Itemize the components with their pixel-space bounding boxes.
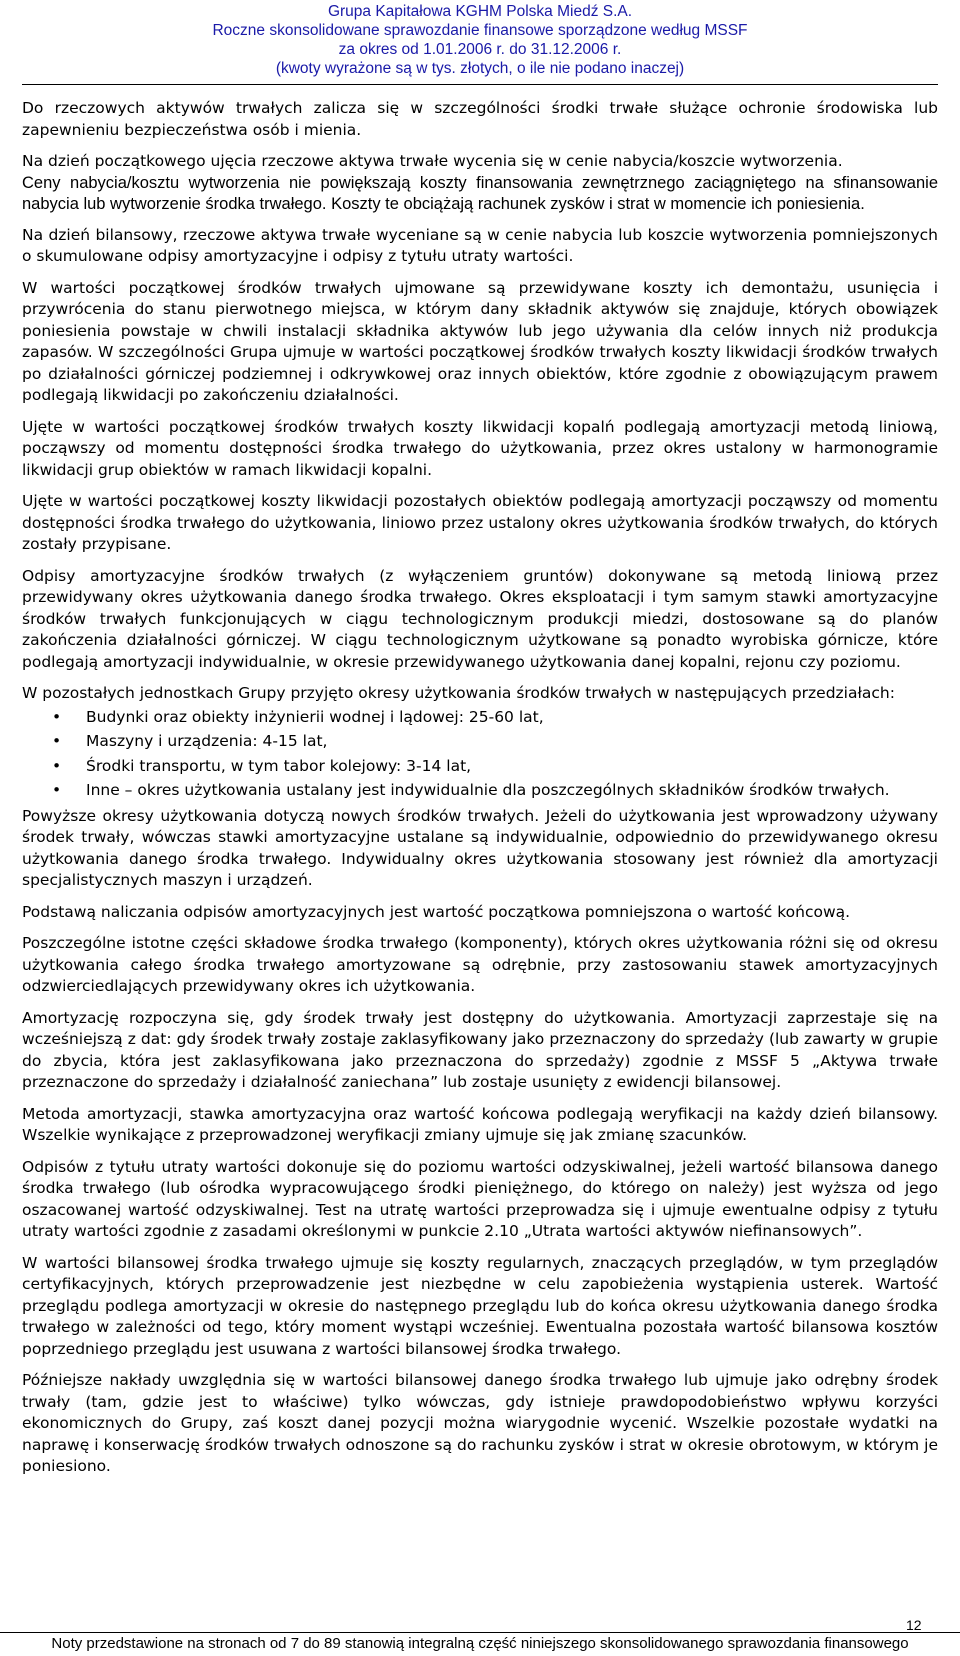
bullet-icon: • xyxy=(52,707,62,726)
paragraph: Odpisów z tytułu utraty wartości dokonuje się do poziomu wartości odzyskiwalnej, jeżeli wartość bilansowa danego środka trwałego (lub ośrodka wypracowującego środki pieniężnego, do którego on należy) jest wyższa od jego oszacowanej wartość odzyskiwalnej. Test na utratę wartości przeprowadza się i ujmuje ewentualne odpisy z tytułu utraty wartości zgodnie z zasadami określonymi w punkcie 2.10 „Utrata wartości aktywów niefinansowych”. xyxy=(22,1157,938,1240)
header-currency-note: (kwoty wyrażone są w tys. złotych, o ile nie podano inaczej) xyxy=(275,60,685,77)
paragraph: Na dzień początkowego ujęcia rzeczowe aktywa trwałe wycenia się w cenie nabycia/koszcie wytworzenia. xyxy=(22,152,843,170)
page-number: 12 xyxy=(906,1617,922,1633)
footer-note: Noty przedstawione na stronach od 7 do 89 stanowią integralną część niniejszego skonsolidowanego sprawozdania finansowego xyxy=(51,1635,909,1652)
list-item xyxy=(22,756,938,778)
report-header xyxy=(0,2,960,78)
paragraph: Późniejsze nakłady uwzględnia się w wartości bilansowej danego środka trwałego lub ujmuje jako odrębny środek trwały (tam, gdzie jest to właściwe) tylko wówczas, gdy istnieje prawdopodobieństwo wpływu korzyści ekonomicznych do Grupy, zaś koszt danej pozycji można wiarygodnie wycenić. Wszelkie pozostałe wydatki na naprawę i konserwację środków trwałych odnoszone są do rachunku zysków i strat w okresie obrotowym, w którym je poniesiono. xyxy=(22,1371,938,1475)
footer-divider xyxy=(0,1632,960,1633)
header-company: Grupa Kapitałowa KGHM Polska Miedź S.A. xyxy=(327,3,633,20)
paragraph: Amortyzację rozpoczyna się, gdy środek trwały jest dostępny do użytkowania. Amortyzacji zaprzestaje się na wcześniejszą z dat: gdy środek trwały zostaje zaklasyfikowany jako przeznaczony do sprzedaży (lub zawarty w grupie do zbycia, która jest zaklasyfikowana jako przeznaczona do sprzedaży) zgodnie z MSSF 5 „Aktywa trwałe przeznaczone do sprzedaży i działalność zaniechana” lub zostaje usunięty z ewidencji bilansowej. xyxy=(22,1008,938,1091)
header-period: za okres od 1.01.2006 r. do 31.12.2006 r. xyxy=(338,41,622,58)
paragraph: Odpisy amortyzacyjne środków trwałych (z wyłączeniem gruntów) dokonywane są metodą liniową przez przewidywany okres użytkowania danego środka trwałego. Okres eksploatacji i tym samym stawki amortyzacyjne środków trwałych funkcjonujących w ciągu technologicznym produkcji miedzi, dostosowane są do planów zakończenia działalności górniczej. W ciągu technologicznym użytkowane są ponadto wyrobiska górnicze, które podlegają amortyzacji indywidualnie, w okresie przewidywanego użytkowania danej kopalni, rejonu czy poziomu. xyxy=(22,566,938,671)
paragraph: W wartości początkowej środków trwałych ujmowane są przewidywane koszty ich demontażu, usunięcia i przywrócenia do stanu pierwotnego miejsca, w którym dany składnik aktywów się znajduje, których obowiązek poniesienia powstaje w chwili instalacji składnika aktywów lub jego używania dla celów innych niż produkcja zapasów. W szczególności Grupa ujmuje w wartości początkowej środków trwałych koszty likwidacji środków trwałych po działalności górniczej podziemnej i odkrywkowej oraz innych obiektów, które zgodnie z obowiązującym prawem podlegają likwidacji po zakończeniu działalności. xyxy=(22,278,938,404)
paragraph: W wartości bilansowej środka trwałego ujmuje się koszty regularnych, znaczących przeglądów, w tym przeglądów certyfikacyjnych, których przeprowadzenie jest niezbędne w celu zapobieżenia wystąpienia usterek. Wartość przeglądu podlega amortyzacji w okresie do następnego przeglądu lub do końca okresu użytkowania danego środka trwałego w zależności od tego, który moment wystąpi wcześniej. Ewentualna pozostała wartość bilansowa kosztów poprzedniego przeglądu jest usuwana z wartości bilansowej środka trwałego. xyxy=(22,1253,938,1358)
bullet-icon: • xyxy=(52,732,62,750)
paragraph: Poszczególne istotne części składowe środka trwałego (komponenty), których okres użytkowania różni się od okresu użytkowania całego środka trwałego amortyzowane są odrębnie, przy zastosowaniu stawek amortyzacyjnych odzwierciedlających przewidywany okres ich użytkowania. xyxy=(22,934,938,995)
paragraph: Powyższe okresy użytkowania dotyczą nowych środków trwałych. Jeżeli do użytkowania jest wprowadzony używany środek trwały, wówczas stawki amortyzacyjne ustalane są indywidualnie, odpowiednio do przewidywanego okresu użytkowania danego środka trwałego. Indywidualny okres użytkowania stosowany jest również dla amortyzacji specjalistycznych maszyn i urządzeń. xyxy=(22,806,938,889)
paragraph: Metoda amortyzacji, stawka amortyzacyjna oraz wartość końcowa podlegają weryfikacji na każdy dzień bilansowy. Wszelkie wynikające z przeprowadzonej weryfikacji zmiany ujmuje się jak zmianę szacunków. xyxy=(22,1104,938,1144)
list-item xyxy=(22,780,938,802)
list-item-text: Maszyny i urządzenia: 4-15 lat, xyxy=(86,732,328,750)
list-item xyxy=(22,731,938,753)
list-item-text: Inne – okres użytkowania ustalany jest indywidualnie dla poszczególnych składników środków trwałych. xyxy=(86,781,890,799)
header-report-title: Roczne skonsolidowane sprawozdanie finansowe sporządzone według MSSF xyxy=(212,22,748,39)
list-item-text: Środki transportu, w tym tabor kolejowy: 3-14 lat, xyxy=(86,756,472,775)
header-divider xyxy=(22,84,938,85)
bullet-icon: • xyxy=(52,756,62,775)
paragraph: Podstawą naliczania odpisów amortyzacyjnych jest wartość początkowa pomniejszona o wartość końcową. xyxy=(22,902,851,921)
paragraph: Do rzeczowych aktywów trwałych zalicza się w szczególności środki trwałe służące ochronie środowiska lub zapewnieniu bezpieczeństwa osób i mienia. xyxy=(22,99,938,139)
document-body xyxy=(22,98,938,1488)
paragraph: Ujęte w wartości początkowej koszty likwidacji pozostałych obiektów podlegają amortyzacji począwszy od momentu dostępności środka trwałego do użytkowania, liniowo przez ustalony okres użytkowania środków trwałych, do których zostały przypisane. xyxy=(22,492,938,553)
paragraph: W pozostałych jednostkach Grupy przyjęto okresy użytkowania środków trwałych w następujących przedziałach: xyxy=(22,684,895,702)
list-item xyxy=(22,707,938,729)
list-item-text: Budynki oraz obiekty inżynierii wodnej i lądowej: 25-60 lat, xyxy=(86,707,544,726)
paragraph: Na dzień bilansowy, rzeczowe aktywa trwałe wyceniane są w cenie nabycia lub koszcie wytworzenia pomniejszonych o skumulowane odpisy amortyzacyjne i odpisy z tytułu utraty wartości. xyxy=(22,225,938,265)
useful-life-list xyxy=(22,707,938,802)
paragraph: Ceny nabycia/kosztu wytworzenia nie powiększają koszty finansowania zewnętrznego zaciągniętego na sfinansowanie nabycia lub wytworzenie środka trwałego. Koszty te obciążają rachunek zysków i strat w momencie ich poniesienia. xyxy=(22,173,938,213)
bullet-icon: • xyxy=(52,781,62,799)
paragraph: Ujęte w wartości początkowej środków trwałych koszty likwidacji kopalń podlegają amortyzacji metodą liniową, począwszy od momentu dostępności środka trwałego do użytkowania, przez okres ustalony w harmonogramie likwidacji grup obiektów w ramach likwidacji kopalni. xyxy=(22,417,938,479)
